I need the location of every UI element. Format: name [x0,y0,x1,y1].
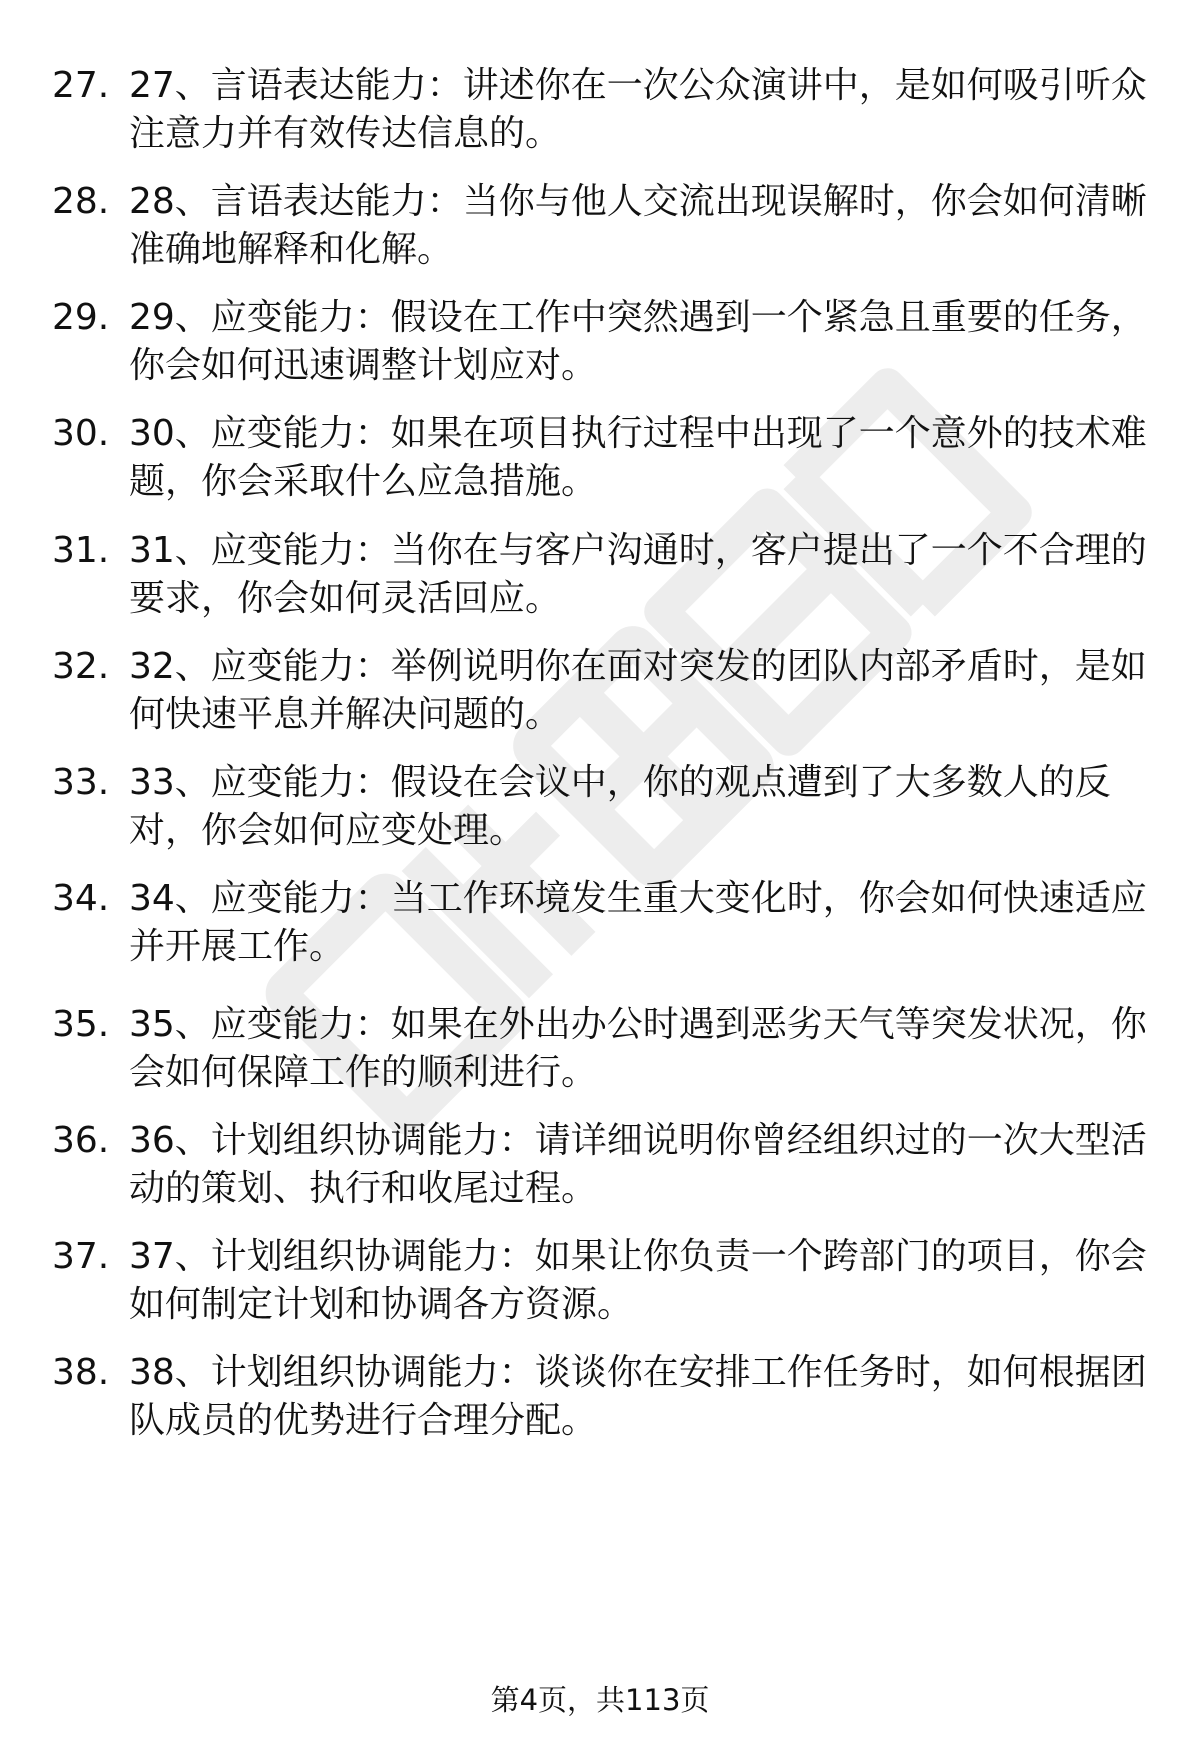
item-number: 34. [52,878,110,919]
item-number: 33. [52,762,110,803]
item-text: 28、言语表达能力：当你与他人交流出现误解时，你会如何清晰准确地解释和化解。 [129,181,1147,270]
item-text: 31、应变能力：当你在与客户沟通时，客户提出了一个不合理的要求，你会如何灵活回应。 [129,530,1147,619]
page-footer: 第4页，共113页 [490,1683,710,1717]
item-text: 36、计划组织协调能力：请详细说明你曾经组织过的一次大型活动的策划、执行和收尾过程。 [129,1120,1147,1209]
item-text: 27、言语表达能力：讲述你在一次公众演讲中，是如何吸引听众注意力并有效传达信息的。 [129,65,1147,154]
item-text: 38、计划组织协调能力：谈谈你在安排工作任务时，如何根据团队成员的优势进行合理分配。 [129,1352,1147,1441]
item-number: 28. [52,181,110,222]
item-number: 35. [52,1004,110,1045]
item-text: 33、应变能力：假设在会议中，你的观点遭到了大多数人的反对，你会如何应变处理。 [129,762,1111,851]
item-text: 30、应变能力：如果在项目执行过程中出现了一个意外的技术难题，你会采取什么应急措施。 [129,413,1147,502]
item-number: 27. [52,65,110,106]
item-number: 31. [52,530,110,571]
item-text: 32、应变能力：举例说明你在面对突发的团队内部矛盾时，是如何快速平息并解决问题的。 [129,646,1147,735]
item-number: 38. [52,1352,110,1393]
item-text: 29、应变能力：假设在工作中突然遇到一个紧急且重要的任务，你会如何迅速调整计划应对。 [129,297,1147,386]
item-number: 32. [52,646,110,687]
item-number: 30. [52,413,110,454]
item-number: 36. [52,1120,110,1161]
item-text: 37、计划组织协调能力：如果让你负责一个跨部门的项目，你会如何制定计划和协调各方资源。 [129,1236,1147,1325]
item-number: 29. [52,297,110,338]
item-number: 37. [52,1236,110,1277]
item-text: 34、应变能力：当工作环境发生重大变化时，你会如何快速适应并开展工作。 [129,878,1147,967]
item-text: 35、应变能力：如果在外出办公时遇到恶劣天气等突发状况，你会如何保障工作的顺利进行。 [129,1004,1147,1093]
